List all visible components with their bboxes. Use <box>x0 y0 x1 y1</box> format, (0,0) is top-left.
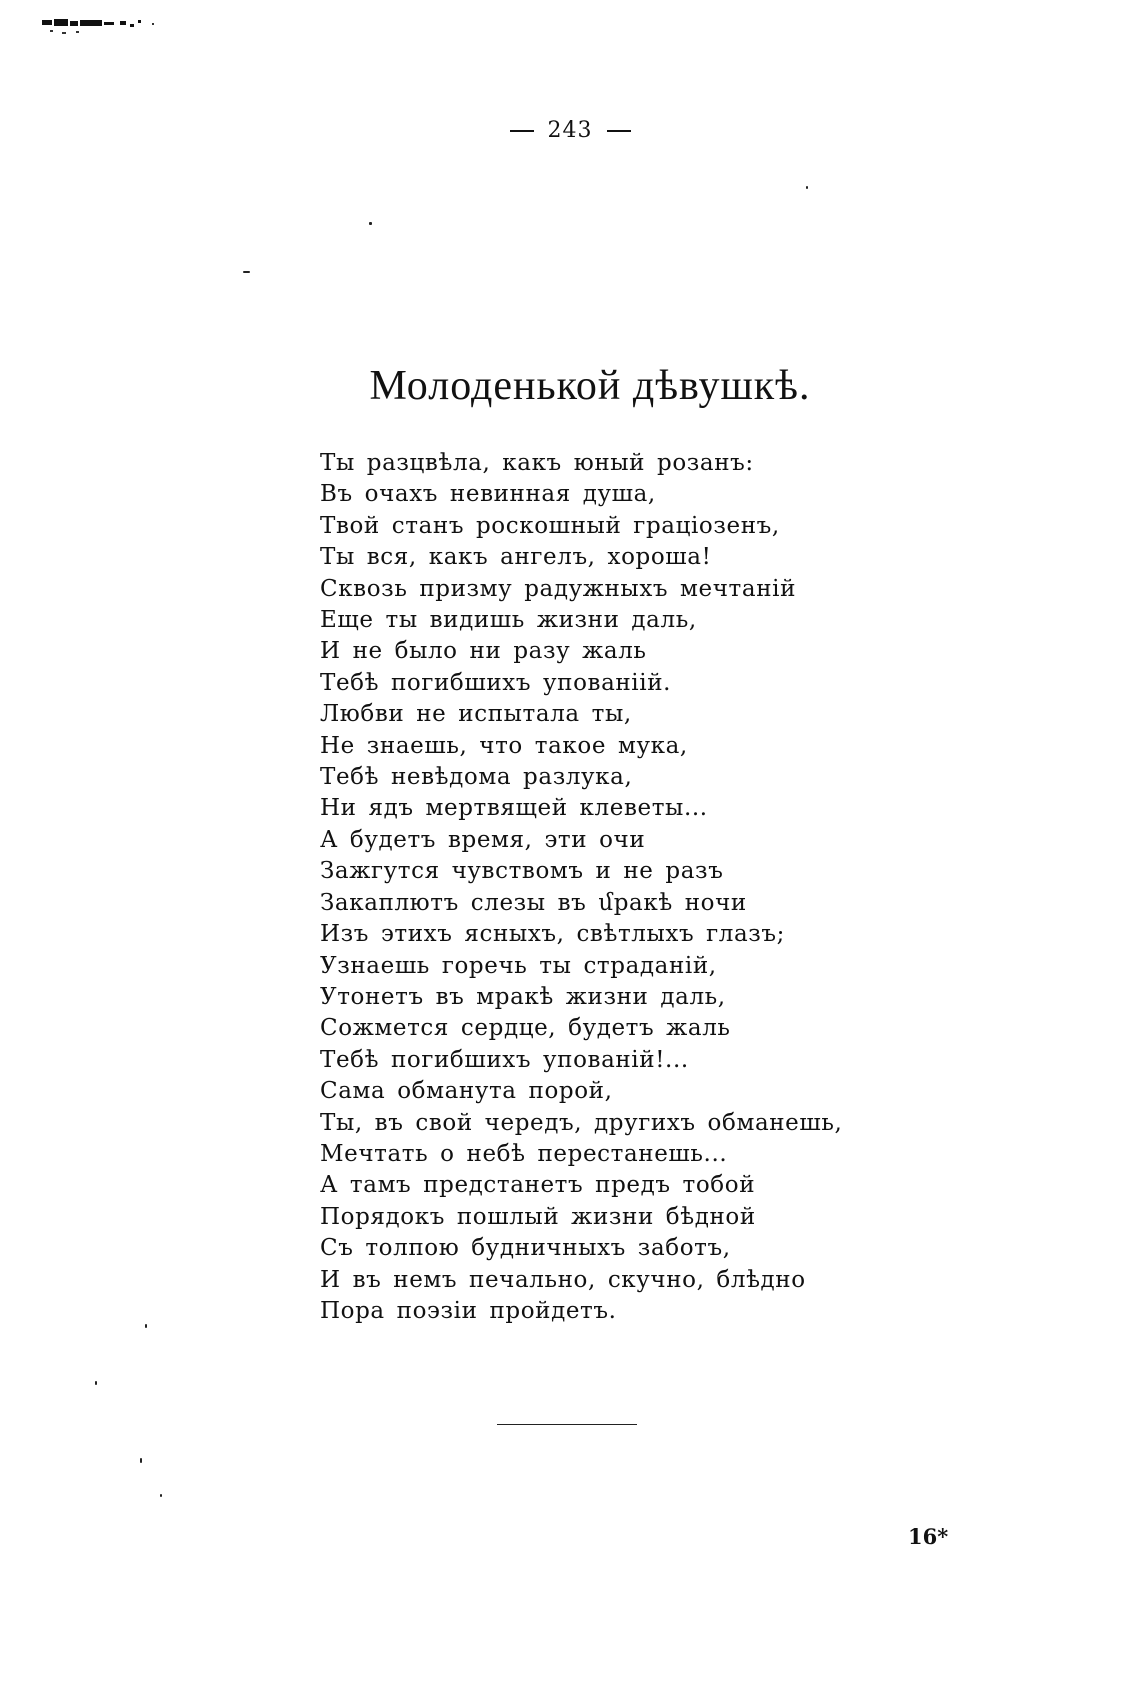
poem-line: Сама обманута порой, <box>320 1078 613 1105</box>
scan-speck <box>369 222 372 225</box>
poem-line: Узнаешь горечь ты страданій, <box>320 952 717 979</box>
poem-line: Зажгутся чувствомъ и не разъ <box>320 858 724 885</box>
page-number-dash-right <box>607 130 631 132</box>
poem-body <box>320 448 1040 1327</box>
poem-line: Тебѣ погибшихъ упованіій. <box>320 669 672 696</box>
poem-line: А будетъ время, эти очи <box>320 826 646 853</box>
poem-line: Тебѣ невѣдома разлука, <box>320 764 633 791</box>
poem-line: Утонетъ въ мракѣ жизни даль, <box>320 983 726 1010</box>
poem-line: Любви не испытала ты, <box>320 701 632 728</box>
poem-line: Тебѣ погибшихъ упованій!... <box>320 1046 689 1073</box>
poem-line: Ты вся, какъ ангелъ, хороша! <box>320 544 712 571</box>
poem-line: Въ очахъ невинная душа, <box>320 481 656 508</box>
poem-line: И не было ни разу жаль <box>320 638 647 665</box>
poem-line: Мечтать о небѣ перестанешь... <box>320 1140 728 1167</box>
poem-line: Изъ этихъ ясныхъ, свѣтлыхъ глазъ; <box>320 921 786 948</box>
scan-speck <box>160 1494 162 1497</box>
page-number-dash-left <box>510 130 534 132</box>
poem-line: Твой станъ роскошный граціозенъ, <box>320 512 780 539</box>
poem-line: Ни ядъ мертвящей клеветы... <box>320 795 708 822</box>
poem-line: Ты, въ свой чередъ, другихъ обманешь, <box>320 1109 843 1136</box>
page-number <box>0 118 1140 143</box>
poem-line: Не знаешь, что такое мука, <box>320 732 688 759</box>
poem-line: Сожмется сердце, будетъ жаль <box>320 1015 731 1042</box>
poem-line: Порядокъ пошлый жизни бѣдной <box>320 1203 756 1230</box>
scan-speck <box>243 271 250 273</box>
scan-speck <box>95 1381 97 1385</box>
scan-speck <box>806 186 808 189</box>
poem-line: И въ немъ печально, скучно, блѣдно <box>320 1266 806 1293</box>
poem-line: А тамъ предстанетъ предъ тобой <box>320 1172 756 1199</box>
printer-signature: 16* <box>908 1524 949 1549</box>
scan-artifact-mark <box>42 18 162 46</box>
poem-title: Молоденькой дѣвушкѣ. <box>369 363 811 409</box>
poem-line: Ты разцвѣла, какъ юный розанъ: <box>320 450 754 476</box>
poem-line: Пора поэзіи пройдетъ. <box>320 1297 617 1324</box>
poem-line: Еще ты видишь жизни даль, <box>320 607 697 634</box>
page-number-value: 243 <box>547 118 593 143</box>
scan-speck <box>145 1324 147 1328</box>
end-divider <box>497 1424 637 1425</box>
poem-line: Съ толпою будничныхъ заботъ, <box>320 1235 731 1262</box>
poem-line: Закаплютъ слезы въ մракѣ ночи <box>320 889 747 916</box>
scan-speck <box>140 1458 142 1463</box>
poem-line: Сквозь призму радужныхъ мечтаній <box>320 575 797 602</box>
